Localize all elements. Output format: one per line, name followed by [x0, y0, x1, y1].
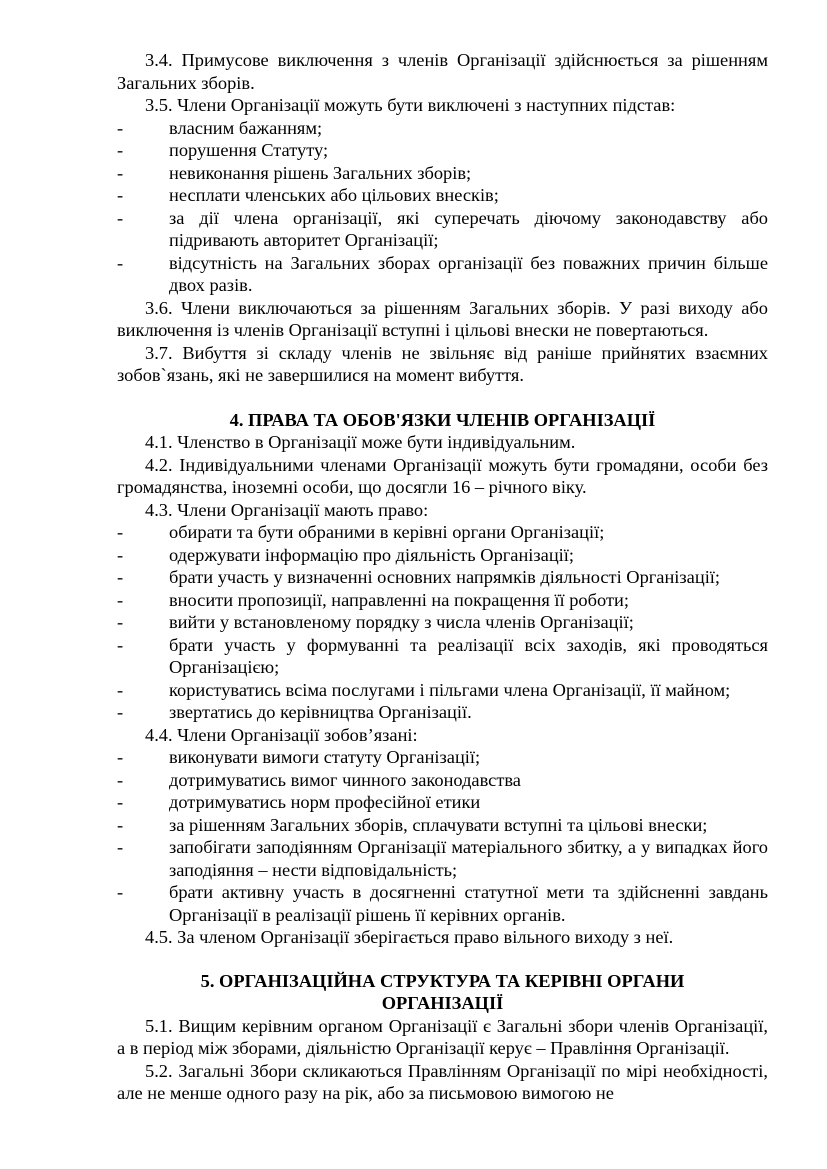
list-item — [117, 611, 768, 634]
paragraph: 3.6. Члени виключаються за рішенням Загальних зборів. У разі виходу або виключення із членів Організації вступні і цільові внески не повертаються. — [117, 297, 768, 340]
paragraph: 3.5. Члени Організації можуть бути виключені з наступних підстав: — [145, 95, 676, 115]
list-item-text: дотримуватись норм професійної етики — [169, 792, 481, 812]
list-dash: - — [117, 252, 124, 273]
list-item-text: вносити пропозиції, направленні на покращення її роботи; — [169, 589, 629, 610]
paragraph: 3.4. Примусове виключення з членів Організації здійснюється за рішенням Загальних зборів. — [117, 50, 768, 93]
list-item-text: брати активну участь в досягненні статутної мети та здійсненні завдань Організації в реалізації рішень її керівних органів. — [169, 882, 768, 925]
paragraph: 4.5. За членом Організації зберігається право вільного виходу з неї. — [145, 927, 674, 947]
list-item-text: відсутність на Загальних зборах організації без поважних причин більше двох разів. — [169, 252, 768, 295]
list-item-text: невиконання рішень Загальних зборів; — [169, 162, 472, 183]
list-dash: - — [117, 185, 124, 205]
list-item-text: звертатись до керівництва Організації. — [169, 702, 472, 722]
list-item-text: брати участь у визначенні основних напрямків діяльності Організації; — [169, 567, 721, 587]
paragraph: 4.4. Члени Організації зобов’язані: — [145, 724, 418, 745]
section-4-heading: 4. ПРАВА ТА ОБОВ'ЯЗКИ ЧЛЕНІВ ОРГАНІЗАЦІЇ — [229, 409, 656, 430]
list-item-text: власним бажанням; — [169, 117, 323, 138]
list-dash: - — [117, 837, 124, 857]
list-dash: - — [117, 140, 124, 160]
list-item-text: запобігати заподіянням Організації матеріального збитку, а у випадках його заподіяння – нести відповідальність; — [169, 837, 768, 880]
paragraph: 5.1. Вищим керівним органом Організації є Загальні збори членів Організації, а в період між зборами, діяльністю Організації керує – Правління Організації. — [117, 1015, 768, 1058]
list-item — [117, 521, 768, 544]
list-item — [117, 881, 768, 926]
list-dash: - — [117, 207, 124, 228]
list-item — [117, 679, 768, 702]
list-item — [117, 252, 768, 297]
section-5-body — [117, 1015, 768, 1105]
list-item-text: обирати та бути обраними в керівні органи Організації; — [169, 522, 605, 542]
list-dash: - — [117, 634, 124, 655]
list-item — [117, 701, 768, 724]
section-5-heading — [117, 970, 768, 1015]
paragraph: 5.2. Загальні Збори скликаються Правлінням Організації по мірі необхідності, але не менше одного разу на рік, або за письмовою вимогою не — [117, 1060, 768, 1103]
list-dash: - — [117, 567, 124, 587]
paragraph: 4.3. Члени Організації мають право: — [145, 499, 429, 520]
section-spacer — [117, 387, 768, 409]
list-item — [117, 589, 768, 612]
paragraph: 3.7. Вибуття зі складу членів не звільняє від раніше прийнятих взаємних зобов`язань, які не завершилися на момент вибуття. — [117, 342, 768, 385]
list-item-text: за рішенням Загальних зборів, сплачувати вступні та цільові внески; — [169, 814, 708, 835]
list-item — [117, 746, 768, 769]
list-item — [117, 207, 768, 252]
list-item — [117, 162, 768, 185]
list-item — [117, 117, 768, 140]
list-item-text: несплати членських або цільових внесків; — [169, 185, 499, 205]
list-item — [117, 139, 768, 162]
section-5-heading-line2: ОРГАНІЗАЦІЇ — [381, 993, 504, 1013]
list-item — [117, 814, 768, 837]
list-item-text: дотримуватись вимог чинного законодавства — [169, 769, 521, 790]
list-dash: - — [117, 792, 124, 812]
list-item-text: брати участь у формуванні та реалізації всіх заходів, які проводяться Організацією; — [169, 634, 768, 677]
list-item-text: користуватись всіма послугами і пільгами члена Організації, її майном; — [169, 679, 731, 700]
paragraph: 4.1. Членство в Організації може бути індивідуальним. — [145, 432, 576, 452]
list-item-text: виконувати вимоги статуту Організації; — [169, 747, 481, 767]
section-5-heading-line1: 5. ОРГАНІЗАЦІЙНА СТРУКТУРА ТА КЕРІВНІ ОРГАНИ — [200, 970, 685, 991]
list-item — [117, 544, 768, 567]
list-dash: - — [117, 544, 124, 565]
list-dash: - — [117, 162, 124, 183]
section-spacer — [117, 949, 768, 970]
list-dash: - — [117, 679, 124, 700]
list-item — [117, 769, 768, 792]
list-dash: - — [117, 702, 124, 722]
list-dash: - — [117, 117, 124, 138]
list-dash: - — [117, 882, 124, 902]
list-dash: - — [117, 747, 124, 767]
list-item — [117, 836, 768, 881]
section-3-continuation — [117, 49, 768, 387]
list-item — [117, 634, 768, 679]
list-item-text: порушення Статуту; — [169, 140, 329, 160]
list-item-text: вийти у встановленому порядку з числа членів Організації; — [169, 612, 634, 632]
list-item-text: одержувати інформацію про діяльність Організації; — [169, 544, 575, 565]
document-body — [117, 49, 768, 1105]
list-dash: - — [117, 814, 124, 835]
list-dash: - — [117, 522, 124, 542]
list-dash: - — [117, 769, 124, 790]
list-item — [117, 566, 768, 589]
section-4-body — [117, 431, 768, 949]
paragraph: 4.2. Індивідуальними членами Організації можуть бути громадяни, особи без громадянства, іноземні особи, що досягли 16 – річного віку. — [117, 454, 768, 497]
list-dash: - — [117, 589, 124, 610]
list-item — [117, 791, 768, 814]
list-item — [117, 184, 768, 207]
list-dash: - — [117, 612, 124, 632]
list-item-text: за дії члена організації, які суперечать діючому законодавству або підривають авторитет Організації; — [169, 207, 768, 250]
